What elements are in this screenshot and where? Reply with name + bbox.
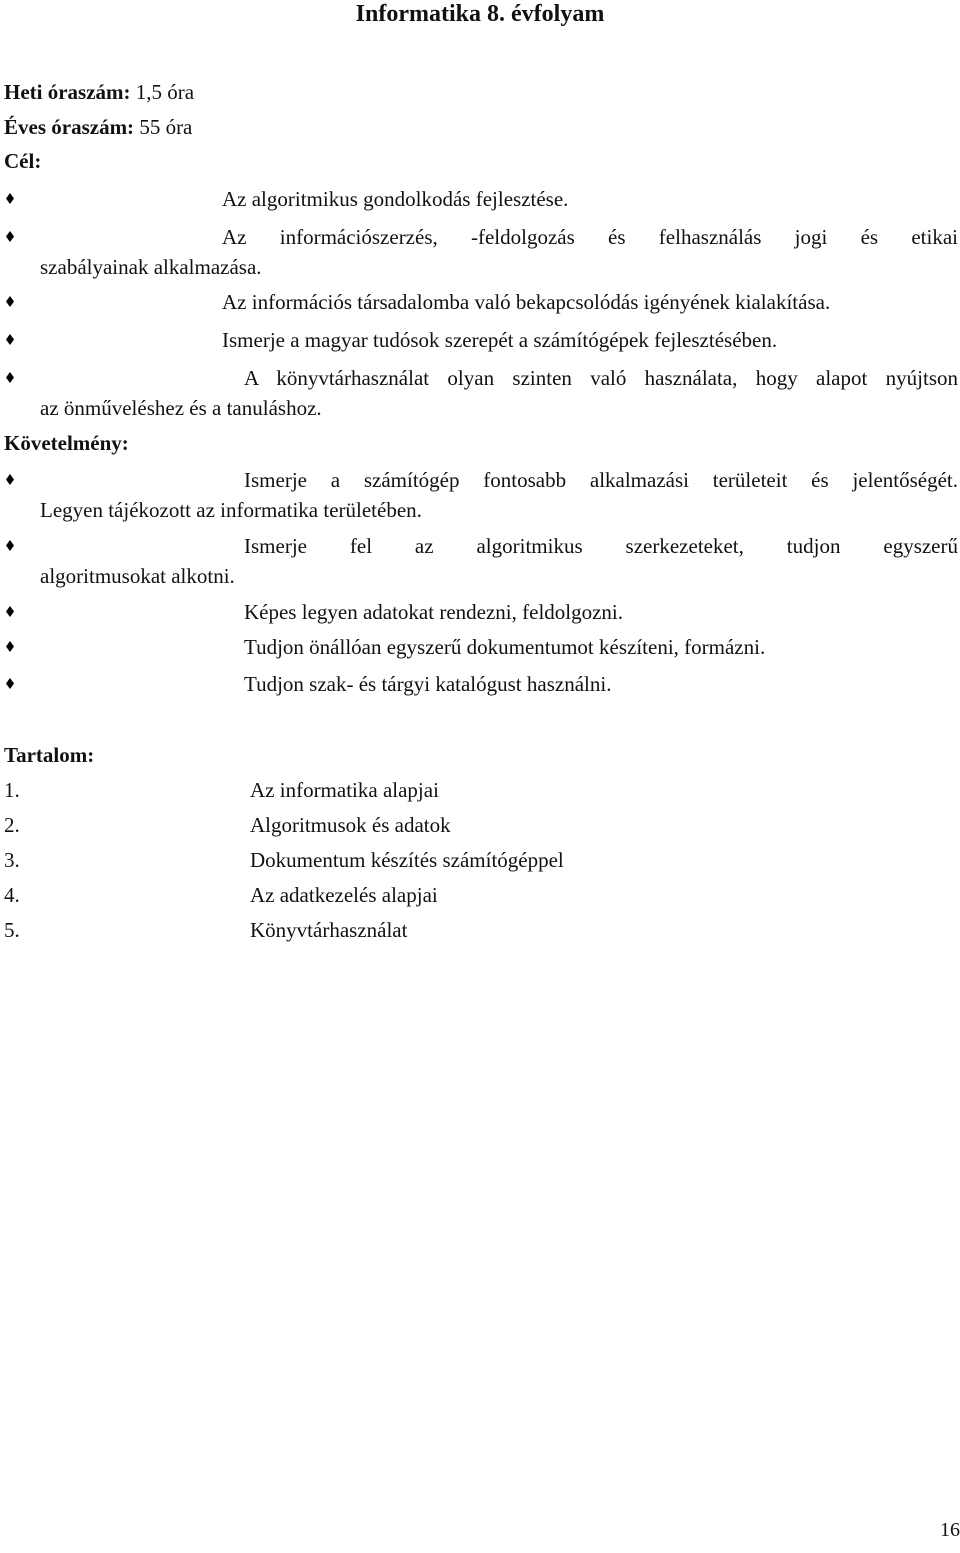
content-item-number: 3. — [4, 848, 20, 872]
requirement-text: Tudjon szak- és tárgyi katalógust használni. — [244, 672, 612, 696]
yearly-hours-value: 55 óra — [134, 115, 193, 139]
diamond-bullet-icon — [6, 540, 14, 551]
content-item-number: 5. — [4, 918, 20, 942]
requirement-text: Ismerje fel az algoritmikus szerkezeteket, tudjon egyszerű — [244, 534, 958, 558]
goal-text: Az algoritmikus gondolkodás fejlesztése. — [222, 187, 569, 211]
diamond-bullet-icon — [6, 606, 14, 617]
content-item-number: 2. — [4, 813, 20, 837]
content-item-number: 4. — [4, 883, 20, 907]
weekly-hours — [4, 80, 194, 105]
requirement-text-continued: algoritmusokat alkotni. — [40, 564, 235, 588]
diamond-bullet-icon — [6, 474, 14, 485]
content-item-text: Az informatika alapjai — [250, 778, 439, 802]
diamond-bullet-icon — [6, 193, 14, 204]
diamond-bullet-icon — [6, 231, 14, 242]
diamond-bullet-icon — [6, 372, 14, 383]
weekly-hours-label: Heti óraszám: — [4, 80, 131, 104]
content-item-text: Könyvtárhasználat — [250, 918, 408, 942]
requirement-text: Képes legyen adatokat rendezni, feldolgozni. — [244, 600, 624, 624]
goal-text: Az információs társadalomba való bekapcsolódás igényének kialakítása. — [222, 290, 831, 314]
diamond-bullet-icon — [6, 678, 14, 689]
content-item-text: Dokumentum készítés számítógéppel — [250, 848, 564, 872]
page-number: 16 — [940, 1519, 960, 1541]
diamond-bullet-icon — [6, 641, 14, 652]
goal-text: Az információszerzés, -feldolgozás és felhasználás jogi és etikai — [222, 225, 958, 249]
yearly-hours-label: Éves óraszám: — [4, 115, 135, 139]
requirement-heading: Követelmény: — [4, 431, 129, 455]
requirement-text: Ismerje a számítógép fontosabb alkalmazási területeit és jelentőségét. — [244, 468, 958, 492]
goal-text-continued: szabályainak alkalmazása. — [40, 255, 262, 279]
diamond-bullet-icon — [6, 334, 14, 345]
weekly-hours-value: 1,5 óra — [130, 80, 195, 104]
goal-text: Ismerje a magyar tudósok szerepét a számítógépek fejlesztésében. — [222, 328, 778, 352]
content-item-number: 1. — [4, 778, 20, 802]
page-title: Informatika 8. évfolyam — [355, 1, 605, 27]
content-heading: Tartalom: — [4, 743, 95, 767]
requirement-text-continued: Legyen tájékozott az informatika területében. — [40, 498, 422, 522]
yearly-hours — [4, 115, 192, 140]
goal-text: A könyvtárhasználat olyan szinten való használata, hogy alapot nyújtson — [244, 366, 958, 390]
content-item-text: Algoritmusok és adatok — [250, 813, 451, 837]
requirement-text: Tudjon önállóan egyszerű dokumentumot készíteni, formázni. — [244, 635, 766, 659]
goal-text-continued: az önműveléshez és a tanuláshoz. — [40, 396, 322, 420]
diamond-bullet-icon — [6, 296, 14, 307]
goal-heading: Cél: — [4, 149, 42, 173]
content-item-text: Az adatkezelés alapjai — [250, 883, 438, 907]
